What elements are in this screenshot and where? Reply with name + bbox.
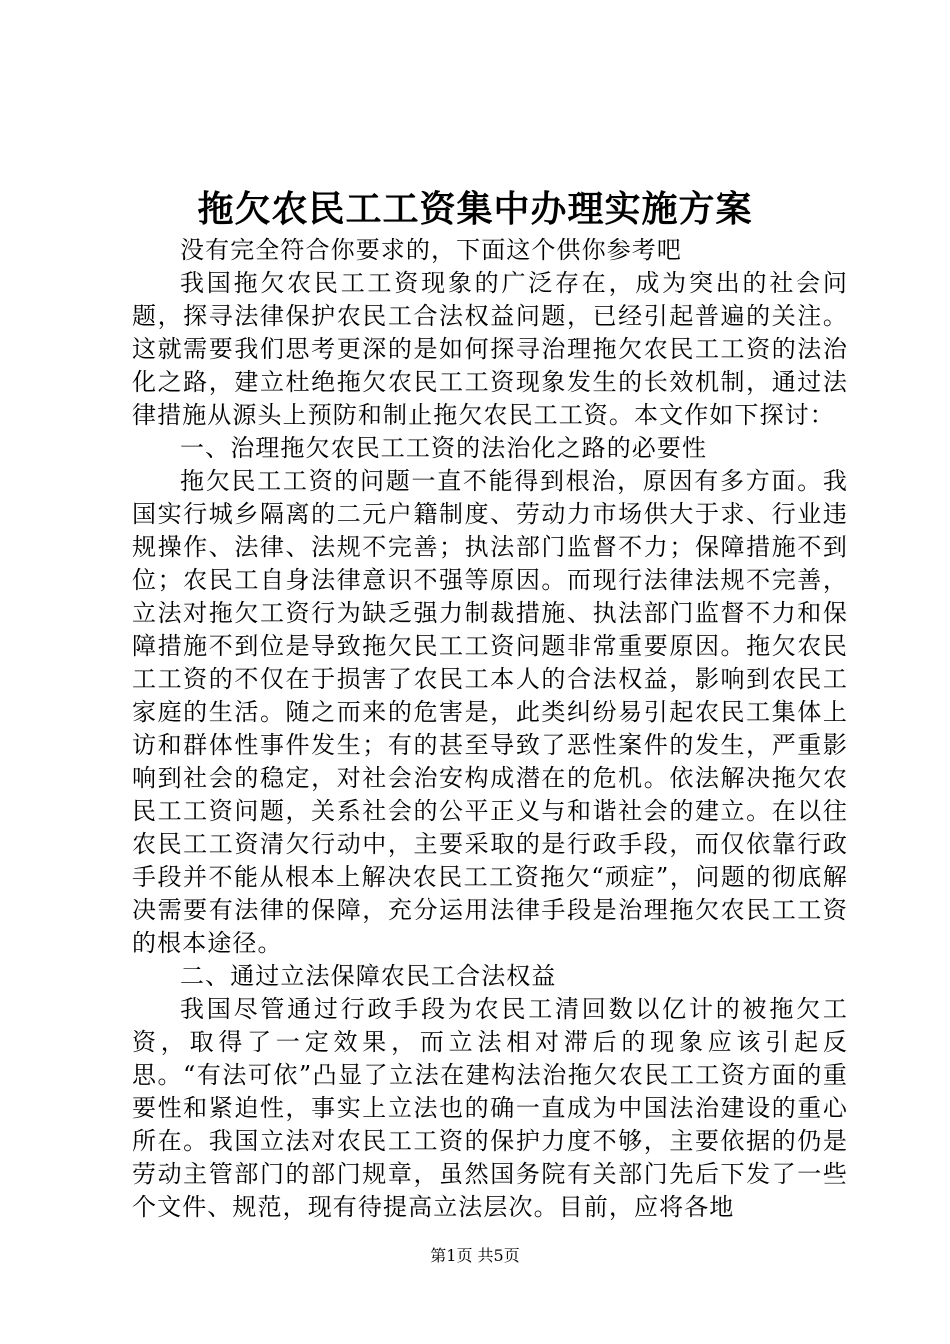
paragraph-background: 我国拖欠农民工工资现象的广泛存在，成为突出的社会问题，探寻法律保护农民工合法权益问题，已经引起普遍的关注。这就需要我们思考更深的是如何探寻治理拖欠农民工工资的法治化之路，建立杜绝拖欠农民工工资现象发生的长效机制，通过法律措施从源头上预防和制止拖欠农民工工资。本文作如下探讨： (132, 269, 848, 429)
section-heading-2: 二、通过立法保障农民工合法权益 (180, 962, 557, 990)
paragraph-section-2: 我国尽管通过行政手段为农民工清回数以亿计的被拖欠工资，取得了一定效果，而立法相对滞后的现象应该引起反思。“有法可依”凸显了立法在建构法治拖欠农民工工资方面的重要性和紧迫性，事实上立法也的确一直成为中国法治建设的重心所在。我国立法对农民工工资的保护力度不够，主要依据的仍是劳动主管部门的部门规章，虽然国务院有关部门先后下发了一些个文件、规范，现有待提高立法层次。目前，应将各地 (132, 995, 848, 1221)
page-footer: 第1页 共5页 (430, 1246, 520, 1265)
paragraph-intro: 没有完全符合你要求的，下面这个供你参考吧 (180, 236, 682, 264)
section-heading-1: 一、治理拖欠农民工工资的法治化之路的必要性 (180, 434, 708, 462)
document-body (132, 234, 848, 1224)
paragraph-section-1: 拖欠民工工资的问题一直不能得到根治，原因有多方面。我国实行城乡隔离的二元户籍制度、劳动力市场供大于求、行业违规操作、法律、法规不完善；执法部门监督不力；保障措施不到位；农民工自身法律意识不强等原因。而现行法律法规不完善，立法对拖欠工资行为缺乏强力制裁措施、执法部门监督不力和保障措施不到位是导致拖欠民工工资问题非常重要原因。拖欠农民工工资的不仅在于损害了农民工本人的合法权益，影响到农民工家庭的生活。随之而来的危害是，此类纠纷易引起农民工集体上访和群体性事件发生；有的甚至导致了恶性案件的发生，严重影响到社会的稳定，对社会治安构成潜在的危机。依法解决拖欠农民工工资问题，关系社会的公平正义与和谐社会的建立。在以往农民工工资清欠行动中，主要采取的是行政手段，而仅依靠行政手段并不能从根本上解决农民工工资拖欠“顽症”，问题的彻底解决需要有法律的保障，充分运用法律手段是治理拖欠农民工工资的根本途径。 (132, 467, 848, 957)
document-title: 拖欠农民工工资集中办理实施方案 (197, 188, 753, 230)
